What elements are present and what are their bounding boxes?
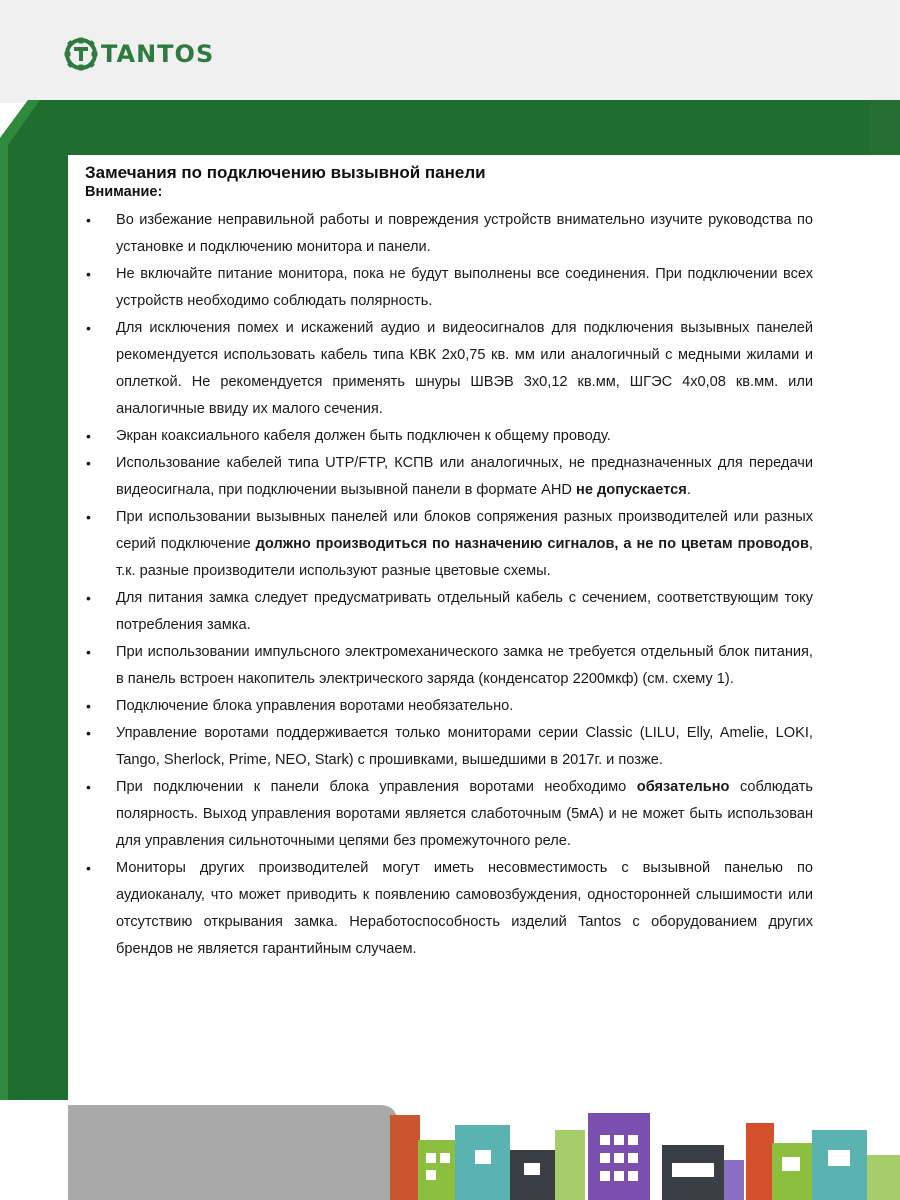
list-item <box>85 423 813 450</box>
emphasis-text: не допускается <box>576 482 687 498</box>
list-item-text: Управление воротами поддерживается только мониторами серии Classic (LILU, Elly, Amelie, LOKI, Tango, Sherlock, Prime, NEO, Stark) с прошивками, вышедшими в 2017г. и позже. <box>116 725 813 768</box>
emphasis-text: должно производиться по назначению сигналов, а не по цветам проводов <box>255 536 809 552</box>
list-item-text: Для питания замка следует предусматривать отдельный кабель с сечением, соответствующим току потребления замка. <box>116 590 813 633</box>
brand-logo <box>64 34 214 74</box>
list-item-text: Во избежание неправильной работы и повреждения устройств внимательно изучите руководства по установке и подключению монитора и панели. <box>116 212 813 255</box>
list-item-text: Мониторы других производителей могут иметь несовместимость с вызывной панелью по аудиоканалу, что может приводить к появлению самовозбуждения, односторонней слышимости или отсутствию открывания замка. Неработоспособность изделий Tantos с оборудованием других брендов не является гарантийным случаем. <box>116 860 813 957</box>
list-item-text: Экран коаксиального кабеля должен быть подключен к общему проводу. <box>116 428 611 444</box>
list-item-text: соблюдать полярность. Выход управления воротами является слаботочным (5мА) и не может быть использован для управления сильноточными цепями без промежуточного реле. <box>116 779 813 849</box>
document-title: Замечания по подключению вызывной панели <box>85 163 486 182</box>
list-item-text: Подключение блока управления воротами необязательно. <box>116 698 514 714</box>
list-item-text: , т.к. разные производители используют разные цветовые схемы. <box>116 536 813 579</box>
list-item <box>85 720 813 774</box>
list-item <box>85 855 813 963</box>
list-item <box>85 585 813 639</box>
list-item-text: При подключении к панели блока управления воротами необходимо <box>116 779 637 795</box>
list-item <box>85 315 813 423</box>
brand-name: TANTOS <box>101 40 215 68</box>
list-item-text: При использовании импульсного электромеханического замка не требуется отдельный блок питания, в панель встроен накопитель электрического заряда (конденсатор 2200мкф) (см. схему 1). <box>116 644 813 687</box>
list-item <box>85 504 813 585</box>
emphasis-text: обязательно <box>636 779 730 795</box>
list-item-text: Для исключения помех и искажений аудио и видеосигналов для подключения вызывных панелей рекомендуется использовать кабель типа КВК 2х0,75 кв. мм или аналогичный с медными жилами и оплеткой. Не рекомендуется применять шнуры ШВЭВ 3х0,12 кв.мм, ШГЭС 4х0,08 кв.мм. или аналогичные ввиду их малого сечения. <box>116 320 813 417</box>
list-item-text: Не включайте питание монитора, пока не будут выполнены все соединения. При подключении всех устройств необходимо соблюдать полярность. <box>116 266 813 309</box>
list-item <box>85 774 813 855</box>
list-item-text: . <box>686 482 691 498</box>
attention-label: Внимание: <box>85 184 163 200</box>
list-item <box>85 693 813 720</box>
list-item <box>85 261 813 315</box>
city-buildings-illustration <box>0 1095 900 1200</box>
gear-logo-icon <box>64 37 98 71</box>
list-item-text: При использовании вызывных панелей или блоков сопряжения разных производителей или разных серий подключение <box>116 509 813 552</box>
list-item <box>85 207 813 261</box>
list-item-text: Использование кабелей типа UTP/FTP, КСПВ или аналогичных, не предназначенных для передачи видеосигнала, при подключении вызывной панели в формате AHD <box>116 455 813 498</box>
list-item <box>85 450 813 504</box>
notes-list <box>85 207 813 963</box>
list-item <box>85 639 813 693</box>
